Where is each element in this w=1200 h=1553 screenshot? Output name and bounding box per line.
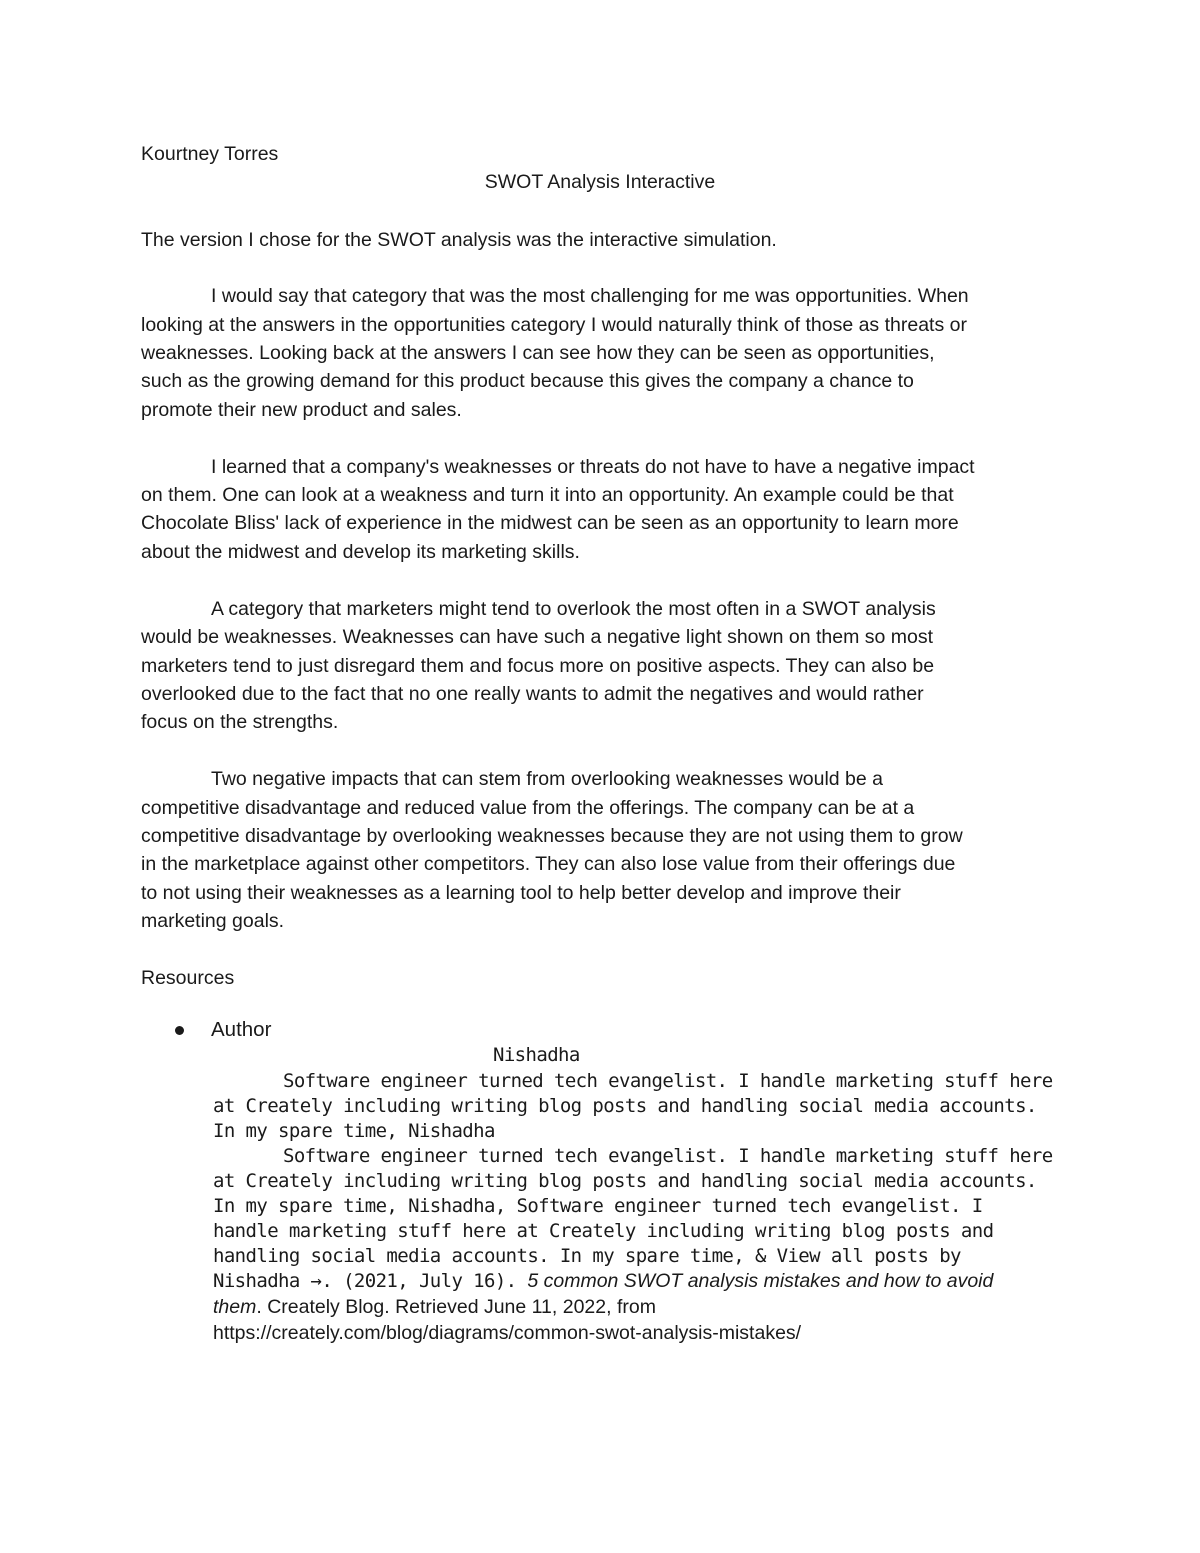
bullet-label: Author [211, 1018, 272, 1041]
author-bio-line: Software engineer turned tech evangelist. I handle marketing stuff here [283, 1070, 1053, 1092]
intro-text: The version I chose for the SWOT analysis was the interactive simulation. [141, 229, 777, 251]
author-bio-line: at Creately including writing blog posts and handling social media accounts. [213, 1095, 1037, 1117]
paragraph-1-line: looking at the answers in the opportunities category I would naturally think of those as threats or [141, 314, 967, 336]
citation-prefix: Nishadha →. (2021, July 16). [213, 1270, 528, 1292]
citation-url[interactable]: https://creately.com/blog/diagrams/common-swot-analysis-mistakes/ [213, 1322, 802, 1344]
citation-line [213, 1294, 656, 1320]
paragraph-2-line: about the midwest and develop its marketing skills. [141, 541, 580, 563]
paragraph-3-line: overlooked due to the fact that no one really wants to admit the negatives and would rather [141, 683, 924, 705]
citation-title: 5 common SWOT analysis mistakes and how to avoid [527, 1270, 994, 1292]
document-title: SWOT Analysis Interactive [484, 171, 716, 193]
author-bio-line: In my spare time, Nishadha, Software engineer turned tech evangelist. I [213, 1195, 983, 1217]
paragraph-3-line: would be weaknesses. Weaknesses can have such a negative light shown on them so most [141, 626, 934, 648]
paragraph-1-line: promote their new product and sales. [141, 399, 462, 421]
paragraph-2-line: Chocolate Bliss' lack of experience in the midwest can be seen as an opportunity to learn more [141, 512, 959, 534]
paragraph-1-line: I would say that category that was the most challenging for me was opportunities. When [211, 285, 969, 307]
author-bio-line: Software engineer turned tech evangelist. I handle marketing stuff here [283, 1145, 1053, 1167]
paragraph-3-line: focus on the strengths. [141, 711, 339, 733]
paragraph-4-line: in the marketplace against other competitors. They can also lose value from their offerings due [141, 853, 956, 875]
paragraph-1-line: weaknesses. Looking back at the answers I can see how they can be seen as opportunities, [141, 342, 935, 364]
paragraph-4-line: Two negative impacts that can stem from overlooking weaknesses would be a [211, 768, 884, 790]
citation-title: them [213, 1296, 257, 1318]
resources-heading: Resources [141, 967, 235, 989]
author-bio-line: In my spare time, Nishadha [213, 1120, 495, 1142]
paragraph-4-line: marketing goals. [141, 910, 285, 932]
paragraph-3-line: marketers tend to just disregard them and focus more on positive aspects. They can also be [141, 655, 935, 677]
author-bio-line: handling social media accounts. In my spare time, & View all posts by [213, 1245, 961, 1267]
paragraph-2-line: on them. One can look at a weakness and turn it into an opportunity. An example could be that [141, 484, 954, 506]
author-name-citation: Nishadha [493, 1044, 580, 1066]
paragraph-4-line: to not using their weaknesses as a learning tool to help better develop and improve their [141, 882, 901, 904]
author-bio-line: at Creately including writing blog posts and handling social media accounts. [213, 1170, 1037, 1192]
paragraph-2-line: I learned that a company's weaknesses or threats do not have to have a negative impact [211, 456, 975, 478]
paragraph-1-line: such as the growing demand for this product because this gives the company a chance to [141, 370, 914, 392]
citation-line [213, 1268, 993, 1294]
author-bio-line: handle marketing stuff here at Creately including writing blog posts and [213, 1220, 994, 1242]
paragraph-4-line: competitive disadvantage by overlooking weaknesses because they are not using them to grow [141, 825, 963, 847]
bullet-icon [175, 1026, 184, 1035]
paragraph-4-line: competitive disadvantage and reduced value from the offerings. The company can be at a [141, 797, 915, 819]
citation-source: . Creately Blog. Retrieved June 11, 2022, from [256, 1296, 656, 1318]
author-name: Kourtney Torres [141, 143, 279, 165]
paragraph-3-line: A category that marketers might tend to overlook the most often in a SWOT analysis [211, 598, 936, 620]
